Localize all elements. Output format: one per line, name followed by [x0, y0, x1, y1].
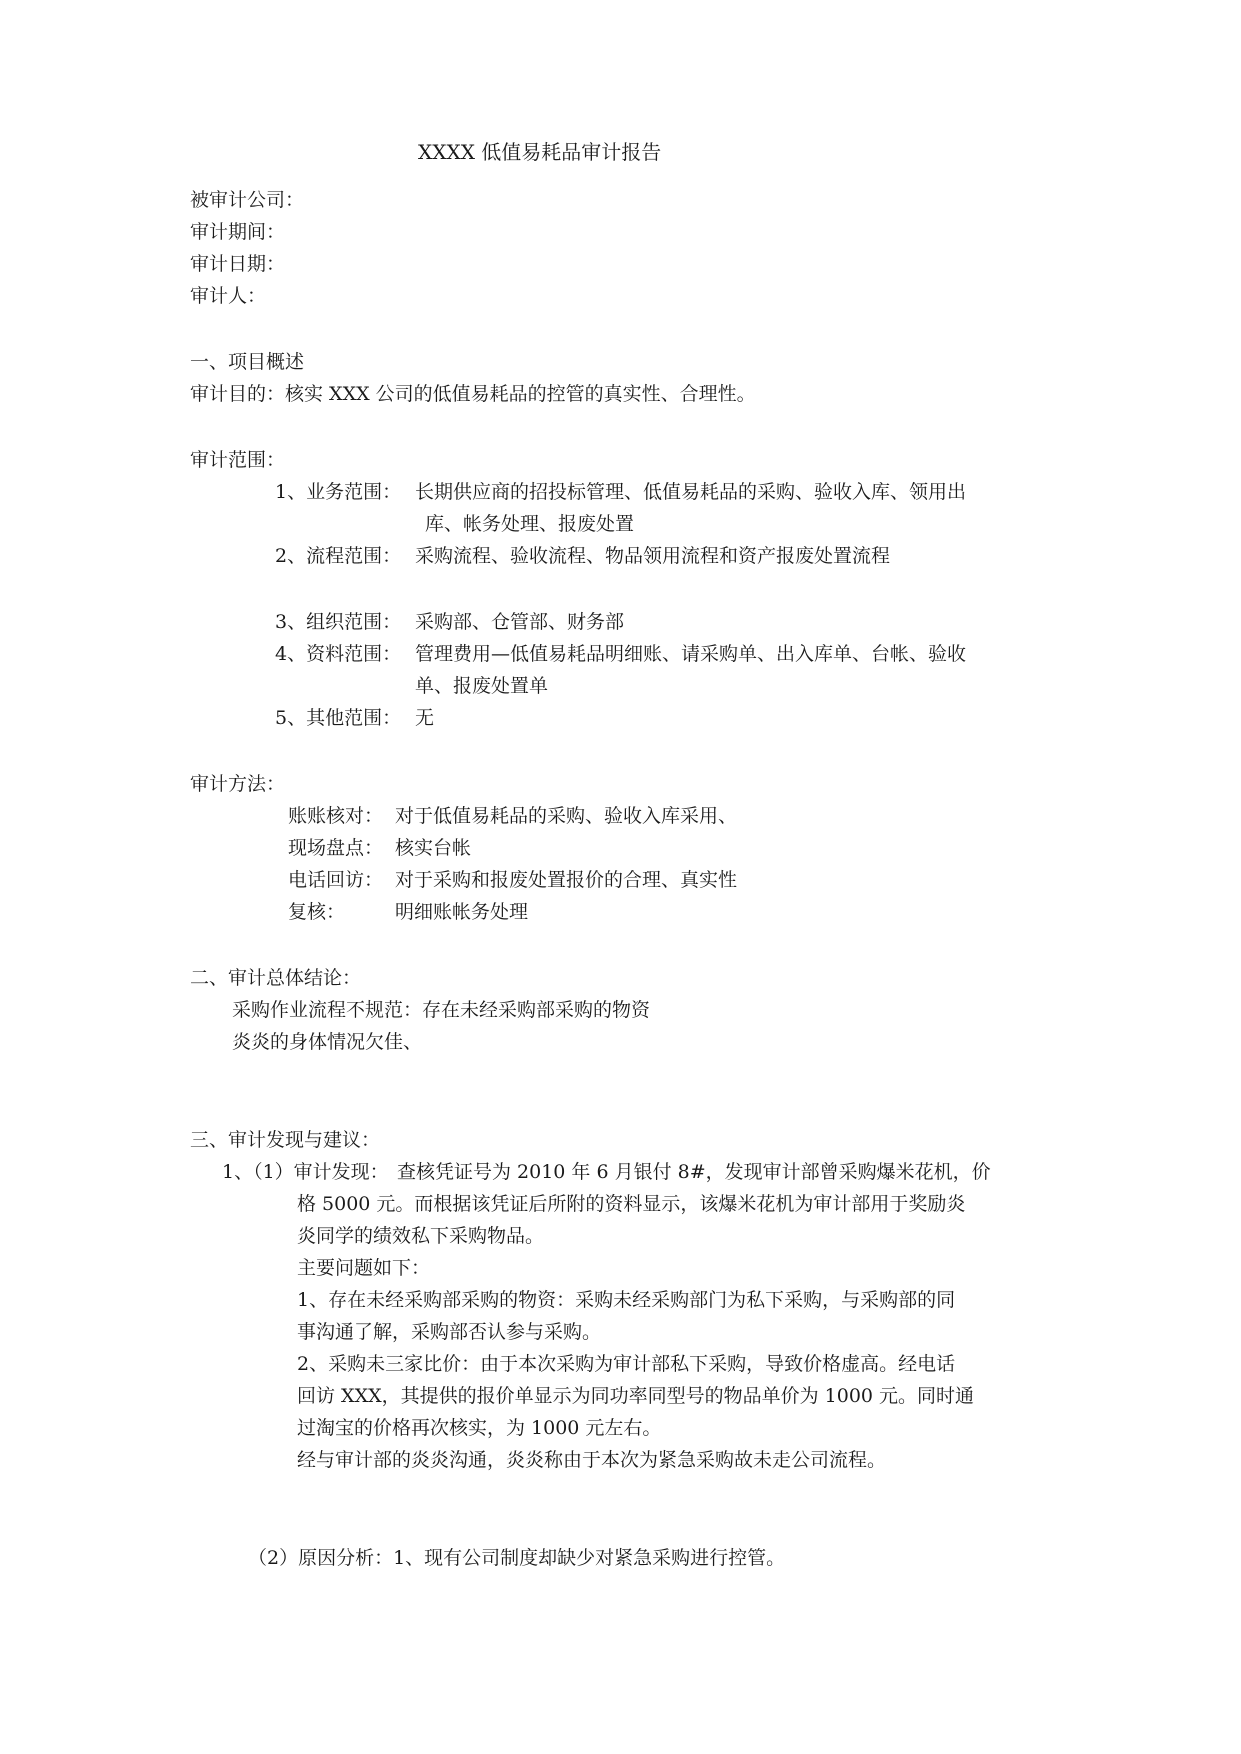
method-label: 账账核对： [288, 805, 384, 827]
finding-line: 过淘宝的价格再次核实，为 1000 元左右。 [297, 1417, 662, 1439]
audit-date-label: 审计日期： [190, 253, 286, 275]
scope-item-text: 无 [415, 707, 435, 729]
finding-line: 查核凭证号为 2010 年 6 月银付 8#，发现审计部曾采购爆米花机，价 [397, 1161, 991, 1183]
method-label: 电话回访： [288, 869, 384, 891]
finding-line: 事沟通了解，采购部否认参与采购。 [297, 1321, 602, 1343]
auditor-label: 审计人： [190, 285, 267, 307]
scope-item-label: 4、资料范围： [275, 643, 402, 665]
finding-line: 格 5000 元。而根据该凭证后所附的资料显示，该爆米花机为审计部用于奖励炎 [297, 1193, 966, 1215]
method-text: 对于采购和报废处置报价的合理、真实性 [395, 869, 738, 891]
audit-period-label: 审计期间： [190, 221, 286, 243]
scope-item-text: 单、报废处置单 [415, 675, 549, 697]
finding-line: 主要问题如下： [297, 1257, 431, 1279]
section3-heading: 三、审计发现与建议： [190, 1129, 381, 1151]
scope-item-text: 管理费用—低值易耗品明细账、请采购单、出入库单、台帐、验收 [415, 643, 967, 665]
conclusion-line: 采购作业流程不规范：存在未经采购部采购的物资 [232, 999, 651, 1021]
finding-line: 2、采购未三家比价：由于本次采购为审计部私下采购，导致价格虚高。经电话 [297, 1353, 956, 1375]
scope-item-text: 长期供应商的招投标管理、低值易耗品的采购、验收入库、领用出 [415, 481, 967, 503]
method-label: 现场盘点： [288, 837, 384, 859]
audit-scope-label: 审计范围： [190, 449, 286, 471]
scope-item-text: 采购流程、验收流程、物品领用流程和资产报废处置流程 [415, 545, 891, 567]
scope-item-label: 1、业务范围： [275, 481, 402, 503]
finding-prefix: 1、（1）审计发现： [222, 1161, 389, 1183]
finding-line: 炎同学的绩效私下采购物品。 [297, 1225, 545, 1247]
method-text: 核实台帐 [395, 837, 472, 859]
scope-item-label: 3、组织范围： [275, 611, 402, 633]
method-label: 复核： [288, 901, 346, 923]
scope-item-label: 2、流程范围： [275, 545, 402, 567]
finding-line: 经与审计部的炎炎沟通，炎炎称由于本次为紧急采购故未走公司流程。 [297, 1449, 887, 1471]
finding-line: 1、存在未经采购部采购的物资：采购未经采购部门为私下采购，与采购部的同 [297, 1289, 956, 1311]
scope-item-text: 采购部、仓管部、财务部 [415, 611, 625, 633]
scope-item-text: 库、帐务处理、报废处置 [425, 513, 635, 535]
finding-line: 回访 XXX，其提供的报价单显示为同功率同型号的物品单价为 1000 元。同时通 [297, 1385, 975, 1407]
audit-purpose: 审计目的：核实 XXX 公司的低值易耗品的控管的真实性、合理性。 [190, 383, 756, 405]
method-text: 明细账帐务处理 [395, 901, 529, 923]
method-text: 对于低值易耗品的采购、验收入库采用、 [395, 805, 738, 827]
audited-company-label: 被审计公司： [190, 189, 305, 211]
cause-analysis: （2）原因分析：1、现有公司制度却缺少对紧急采购进行控管。 [248, 1547, 786, 1569]
section1-heading: 一、项目概述 [190, 351, 305, 373]
conclusion-line: 炎炎的身体情况欠佳、 [232, 1031, 423, 1053]
section2-heading: 二、审计总体结论： [190, 967, 362, 989]
scope-item-label: 5、其他范围： [275, 707, 402, 729]
document-title: XXXX 低值易耗品审计报告 [418, 140, 662, 164]
audit-method-label: 审计方法： [190, 773, 286, 795]
